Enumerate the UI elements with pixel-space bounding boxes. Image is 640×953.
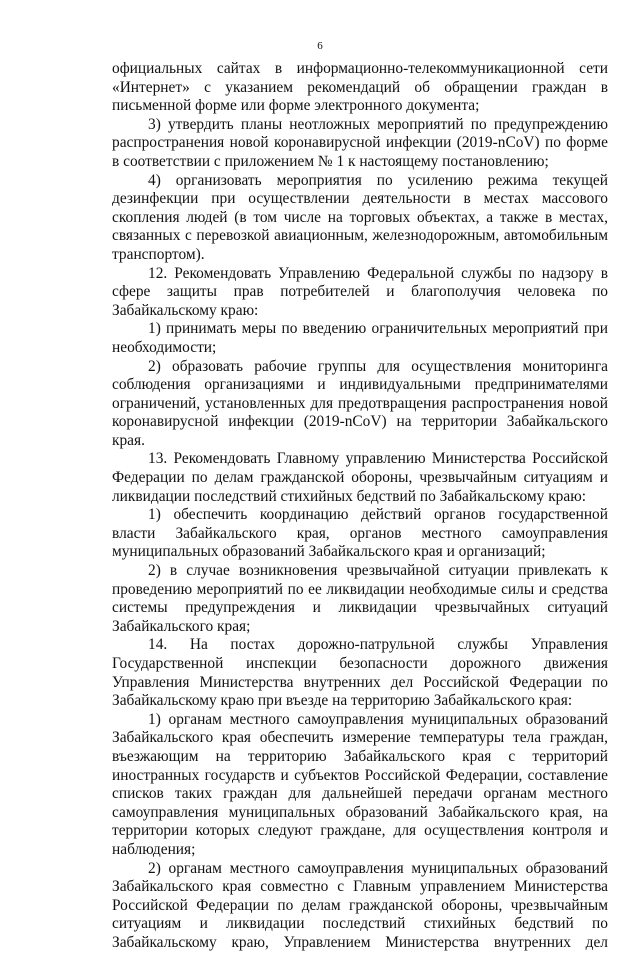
paragraph-13-item-2: 2) в случае возникновения чрезвычайной ситуации привлекать к проведению мероприятий по ее ликвидации необходимые силы и средства системы предупреждения и ликвидации чрезвычайных ситуаций Забайкальского края; <box>112 562 608 635</box>
paragraph-12-item-1: 1) принимать меры по введению ограничительных мероприятий при необходимости; <box>112 320 608 356</box>
paragraph-13-item-1: 1) обеспечить координацию действий органов государственной власти Забайкальского края, органов местного самоуправления муниципальных образований Забайкальского края и организаций; <box>112 506 608 561</box>
paragraph-item-3-plans: 3) утвердить планы неотложных мероприятий по предупреждению распространения новой коронавирусной инфекции (2019-nCoV) по форме в соответствии с приложением № 1 к настоящему постановлению; <box>112 115 608 170</box>
paragraph-item-4-disinfection: 4) организовать мероприятия по усилению режима текущей дезинфекции при осуществлении деятельности в местах массового скопления людей (в том числе на торговых объектах, а также в местах, связанных с перевозкой авиационным, железнодорожным, автомобильным транспортом). <box>112 171 608 263</box>
document-body <box>112 60 608 953</box>
paragraph-14-traffic-posts: 14. На постах дорожно-патрульной службы Управления Государственной инспекции безопасности дорожного движения Управления Министерства внутренних дел Российской Федерации по Забайкальскому краю при въезде на территорию Забайкальского края: <box>112 636 608 710</box>
paragraph-14-item-1: 1) органам местного самоуправления муниципальных образований Забайкальского края обеспечить измерение температуры тела граждан, въезжающим на территорию Забайкальского края с территорий иностранных государств и субъектов Российской Федерации, составление списков таких граждан для дальнейшей передачи органам местного самоуправления муниципальных образований Забайкальского края, на территории которых следуют граждане, для осуществления контроля и наблюдения; <box>112 710 608 858</box>
page-number: 6 <box>317 40 323 52</box>
paragraph-continuation: официальных сайтах в информационно-телекоммуникационной сети «Интернет» с указанием рекомендаций об обращении граждан в письменной форме или форме электронного документа; <box>112 60 608 115</box>
paragraph-13-mchs: 13. Рекомендовать Главному управлению Министерства Российской Федерации по делам гражданской обороны, чрезвычайным ситуациям и ликвидации последствий стихийных бедствий по Забайкальскому краю: <box>112 450 608 505</box>
paragraph-14-item-2: 2) органам местного самоуправления муниципальных образований Забайкальского края совместно с Главным управлением Министерства Российской Федерации по делам гражданской обороны, чрезвычайным ситуациям и ликвидации последствий стихийных бедствий по Забайкальскому краю, Управлением Министерства внутренних дел <box>112 859 608 951</box>
paragraph-12-rospotrebnadzor: 12. Рекомендовать Управлению Федеральной службы по надзору в сфере защиты прав потребителей и благополучия человека по Забайкальскому краю: <box>112 264 608 319</box>
paragraph-12-item-2: 2) образовать рабочие группы для осуществления мониторинга соблюдения организациями и индивидуальными предпринимателями ограничений, установленных для предотвращения распространения новой коронавирусной инфекции (2019-nCoV) на территории Забайкальского края. <box>112 357 608 449</box>
